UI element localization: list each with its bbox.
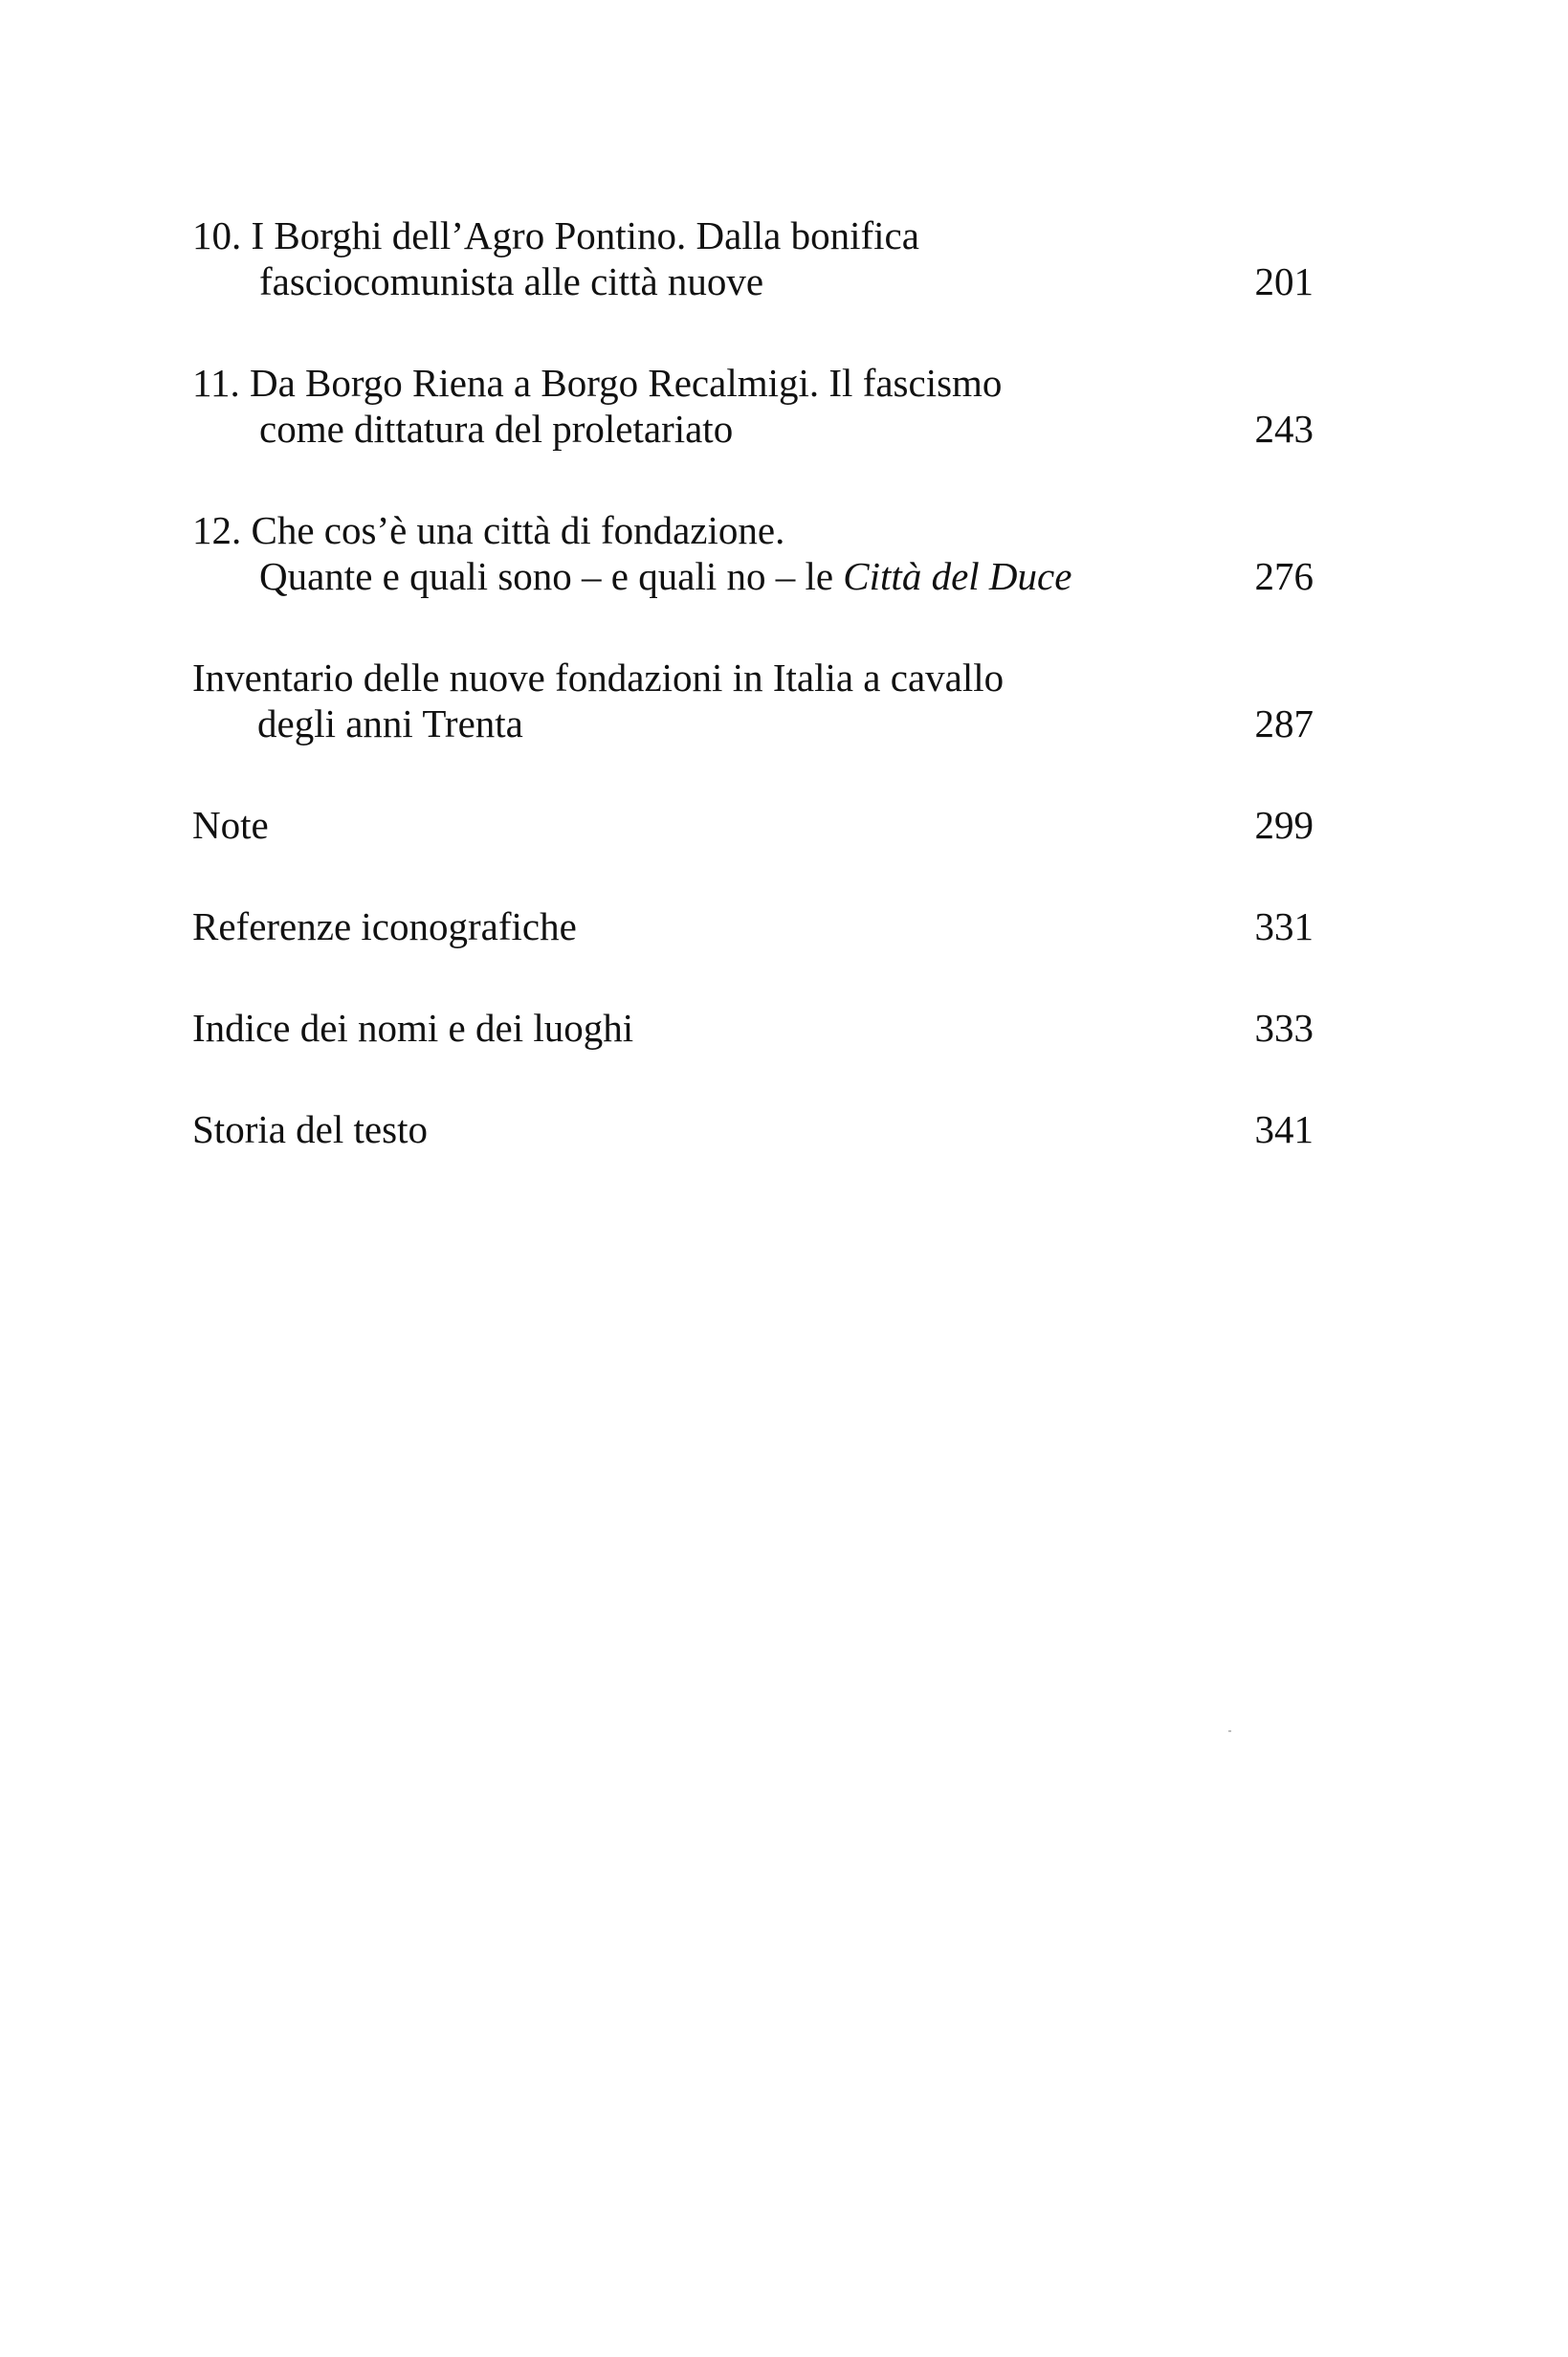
toc-entry-title-line-1: Inventario delle nuove fondazioni in Italia a cavallo bbox=[192, 656, 1005, 700]
toc-entry-note[interactable] bbox=[192, 802, 1314, 848]
page-number: 201 bbox=[1254, 259, 1314, 303]
page-number: 276 bbox=[1254, 554, 1314, 598]
toc-entry-title-line-1 bbox=[192, 360, 1314, 406]
toc-entry-title-line-2: come dittatura del proletariato bbox=[259, 407, 734, 451]
page-number: 333 bbox=[1254, 1006, 1314, 1050]
toc-entry-title-line-2: degli anni Trenta bbox=[257, 701, 523, 745]
toc-entry-chapter-12[interactable] bbox=[192, 507, 1314, 599]
page-number: 341 bbox=[1254, 1107, 1314, 1151]
toc-entry-title: Storia del testo bbox=[192, 1107, 428, 1151]
chapter-number: 12. bbox=[192, 508, 242, 552]
chapter-title: Da Borgo Riena a Borgo Recalmigi. Il fascismo bbox=[249, 361, 1003, 405]
page-number: 331 bbox=[1254, 904, 1314, 948]
chapter-number: 11. bbox=[192, 361, 240, 405]
toc-entry-chapter-10[interactable] bbox=[192, 212, 1314, 304]
toc-entry-title-line-1 bbox=[192, 212, 1314, 258]
title-italic-text: Città del Duce bbox=[843, 554, 1072, 598]
toc-entry-title: Referenze iconografiche bbox=[192, 904, 577, 948]
table-of-contents bbox=[192, 212, 1314, 1152]
toc-entry-indice[interactable] bbox=[192, 1005, 1314, 1051]
toc-entry-title: Indice dei nomi e dei luoghi bbox=[192, 1006, 634, 1050]
page-number: 299 bbox=[1254, 803, 1314, 847]
scan-speck bbox=[1228, 1730, 1231, 1732]
toc-entry-storia[interactable] bbox=[192, 1106, 1314, 1152]
toc-entry-inventario[interactable] bbox=[192, 655, 1314, 746]
toc-entry-referenze[interactable] bbox=[192, 903, 1314, 949]
chapter-title: I Borghi dell’Agro Pontino. Dalla bonifica bbox=[251, 213, 919, 257]
toc-entry-title: Note bbox=[192, 803, 269, 847]
chapter-title: Che cos’è una città di fondazione. bbox=[251, 508, 785, 552]
toc-entry-title-line-2: fasciocomunista alle città nuove bbox=[259, 259, 764, 303]
toc-entry-chapter-11[interactable] bbox=[192, 360, 1314, 452]
toc-entry-title-line-2 bbox=[192, 553, 1314, 599]
title-text: Quante e quali sono – e quali no – le bbox=[259, 554, 844, 598]
page-number: 287 bbox=[1254, 701, 1314, 745]
chapter-number: 10. bbox=[192, 213, 242, 257]
page-number: 243 bbox=[1254, 407, 1314, 451]
toc-entry-title-line-1 bbox=[192, 507, 1314, 553]
